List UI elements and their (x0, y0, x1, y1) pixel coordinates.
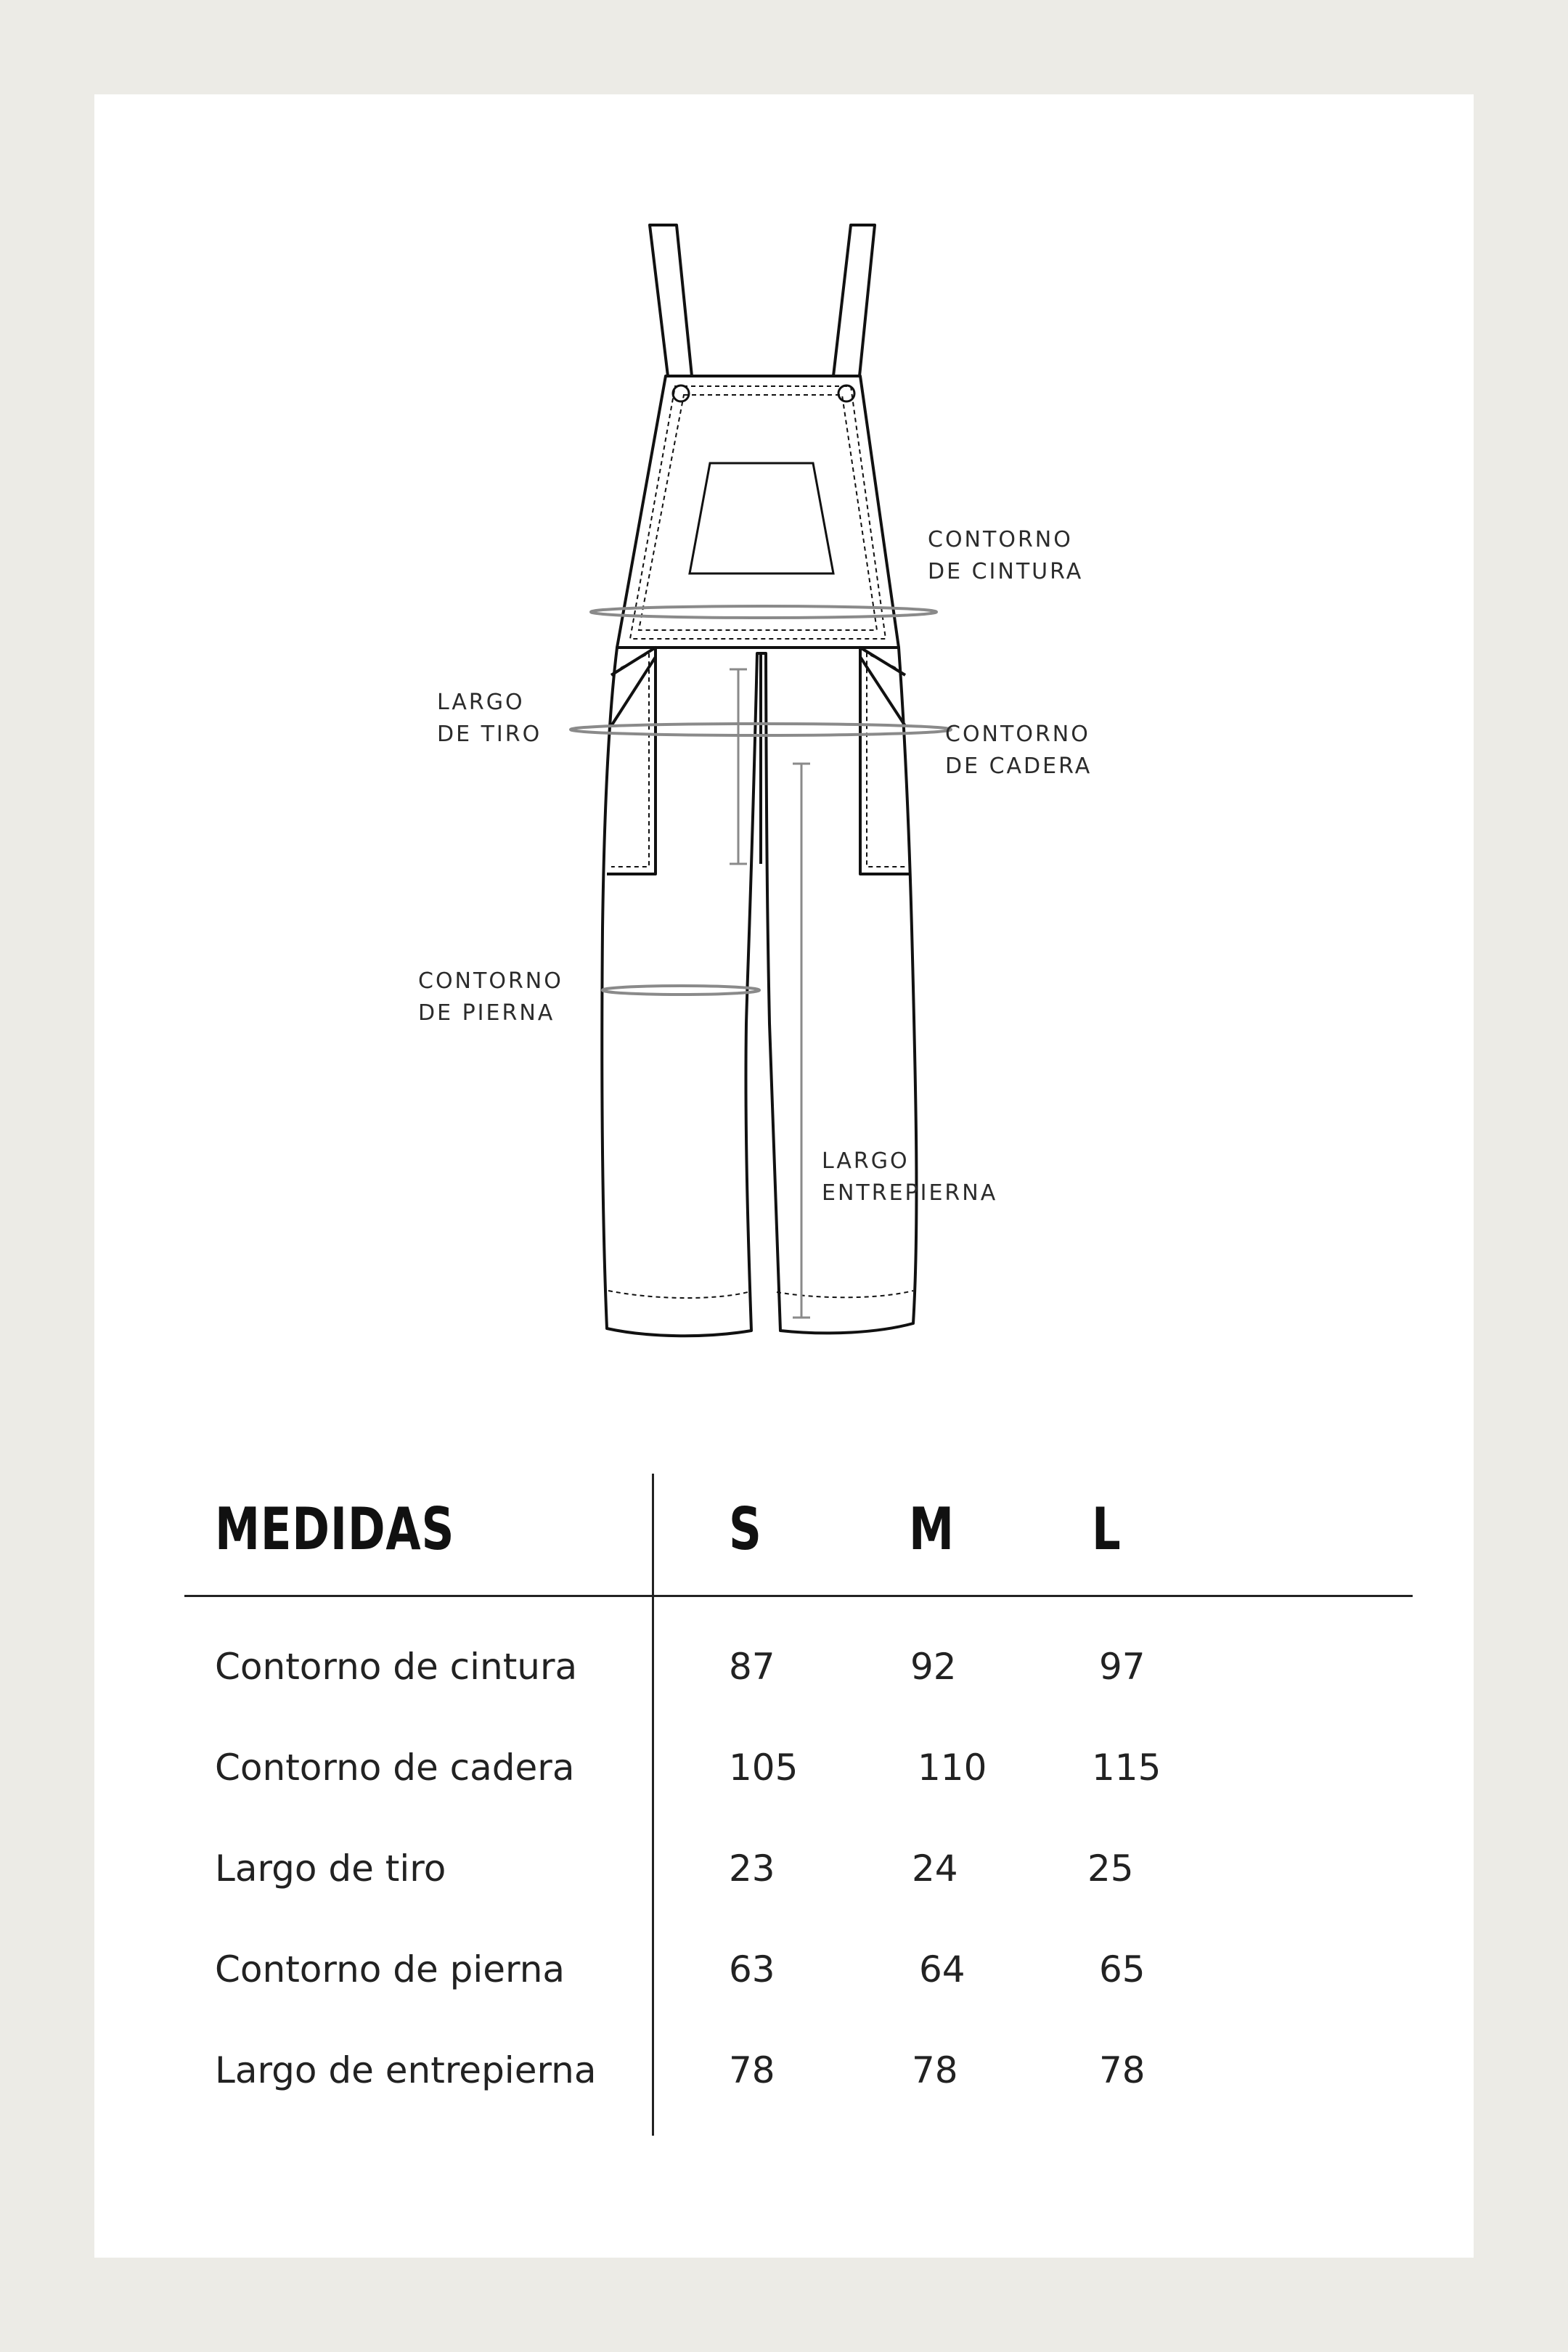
table-header-title: MEDIDAS (215, 1495, 455, 1563)
size-table (94, 94, 1474, 2258)
cell-s: 105 (729, 1747, 799, 1789)
cell-l: 25 (1087, 1847, 1134, 1890)
row-label: Contorno de cintura (215, 1646, 578, 1688)
cell-s: 63 (729, 1948, 775, 1990)
leg-label: CONTORNO DE PIERNA (418, 968, 563, 1026)
waist-label: CONTORNO DE CINTURA (928, 527, 1084, 584)
cell-l: 78 (1099, 2049, 1146, 2091)
hip-label: CONTORNO DE CADERA (945, 722, 1093, 779)
header-divider (184, 1595, 1413, 1597)
row-label: Largo de entrepierna (215, 2049, 597, 2091)
size-header-m: M (909, 1495, 955, 1563)
cell-l: 65 (1099, 1948, 1146, 1990)
cell-s: 78 (729, 2049, 775, 2091)
cell-l: 97 (1099, 1646, 1146, 1688)
size-header-l: L (1092, 1495, 1122, 1563)
cell-s: 87 (729, 1646, 775, 1688)
cell-s: 23 (729, 1847, 775, 1890)
cell-m: 92 (910, 1646, 957, 1688)
cell-l: 115 (1092, 1747, 1161, 1789)
size-chart-card (94, 94, 1474, 2258)
rise-label: LARGO DE TIRO (437, 690, 542, 747)
inseam-label: LARGO ENTREPIERNA (822, 1148, 998, 1206)
row-label: Largo de tiro (215, 1847, 446, 1890)
column-divider (652, 1474, 654, 2136)
row-label: Contorno de cadera (215, 1747, 575, 1789)
size-header-s: S (729, 1495, 762, 1563)
row-label: Contorno de pierna (215, 1948, 565, 1990)
cell-m: 110 (918, 1747, 987, 1789)
cell-m: 64 (919, 1948, 965, 1990)
cell-m: 78 (912, 2049, 958, 2091)
cell-m: 24 (912, 1847, 958, 1890)
